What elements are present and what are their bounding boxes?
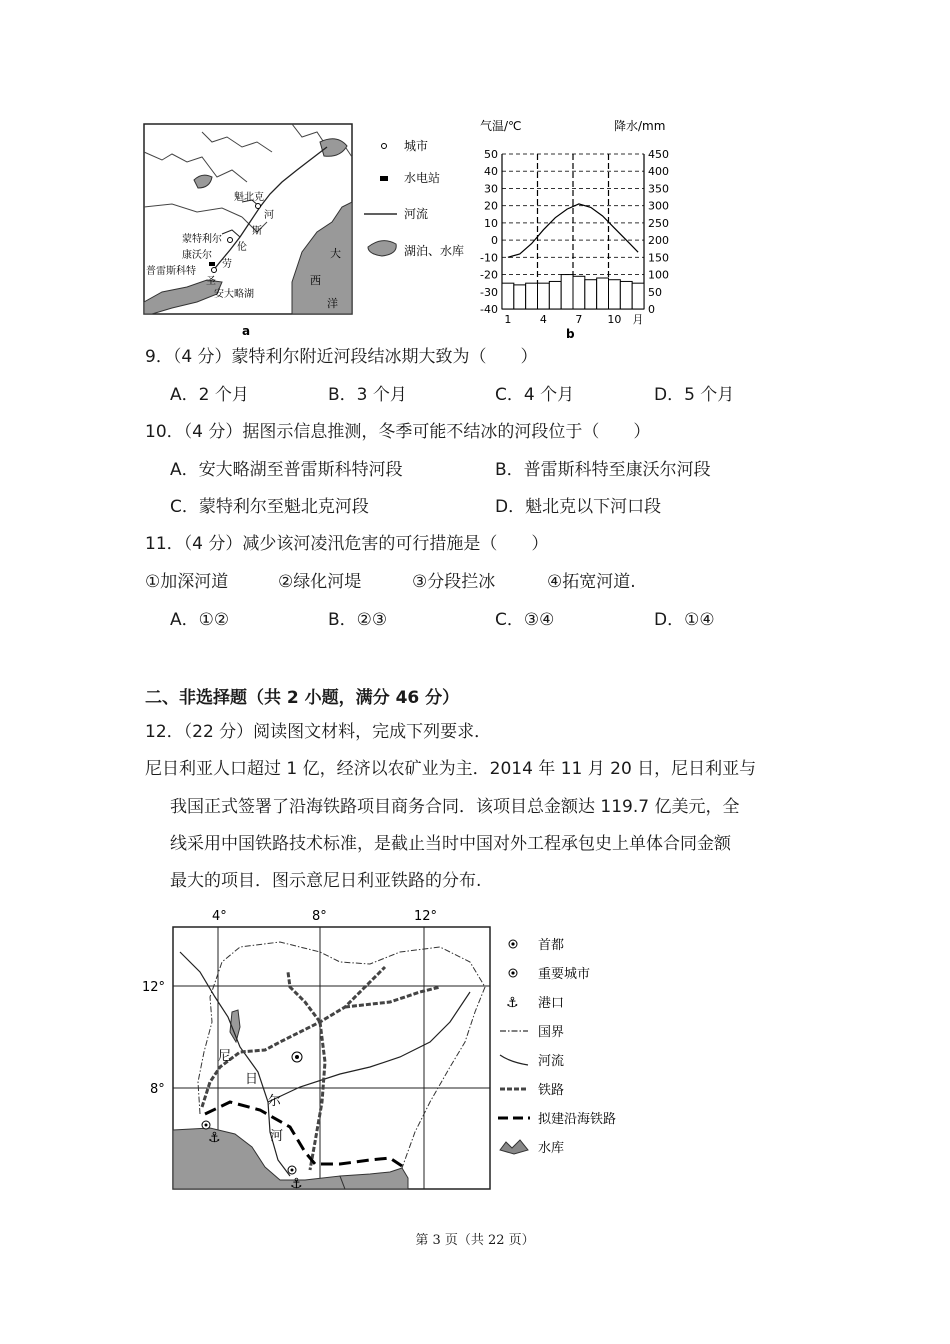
st-lawrence-map bbox=[142, 122, 477, 342]
right-tick-label: 450 bbox=[648, 148, 669, 161]
chart-left-title: 气温/℃ bbox=[480, 119, 522, 133]
legend-city: 重要城市 bbox=[538, 967, 591, 982]
lon-label: 12° bbox=[414, 909, 438, 924]
legend-proposed-railway: 拟建沿海铁路 bbox=[538, 1112, 617, 1127]
q10-option-b[interactable]: B．普雷斯科特至康沃尔河段 bbox=[495, 460, 711, 480]
section-2-title: 二、非选择题（共 2 小题，满分 46 分） bbox=[145, 688, 460, 708]
right-tick-label: 400 bbox=[648, 165, 669, 179]
precip-bar bbox=[549, 281, 561, 309]
label-quebec: 魁北克 bbox=[234, 192, 264, 203]
q11-measure-3: ③分段拦冰 bbox=[412, 572, 496, 592]
x-tick-label: 月 bbox=[632, 313, 644, 326]
legend-hydro: 水电站 bbox=[404, 171, 441, 185]
legend-reservoir-icon bbox=[500, 1140, 528, 1154]
q11-measure-2: ②绿化河堤 bbox=[278, 572, 362, 592]
city-dot bbox=[205, 1124, 208, 1127]
lon-label: 8° bbox=[312, 909, 327, 924]
right-tick-label: 300 bbox=[648, 199, 669, 213]
legend-railway: 铁路 bbox=[538, 1083, 565, 1098]
label-montreal: 蒙特利尔 bbox=[182, 234, 222, 245]
legend-city: 城市 bbox=[404, 139, 429, 153]
legend-border: 国界 bbox=[538, 1025, 565, 1040]
city-cornwall bbox=[212, 268, 217, 273]
q12-paragraph-line: 最大的项目．图示意尼日利亚铁路的分布. bbox=[170, 871, 482, 891]
caption-b: b bbox=[566, 327, 575, 341]
left-tick-label: 20 bbox=[484, 199, 498, 213]
q10-option-a[interactable]: A．安大略湖至普雷斯科特河段 bbox=[170, 460, 403, 480]
legend-port-icon: ⚓ bbox=[506, 995, 519, 1011]
q12-paragraph-line: 我国正式签署了沿海铁路项目商务合同．该项目总金额达 119.7 亿美元，全 bbox=[170, 797, 740, 817]
left-tick-label: 40 bbox=[484, 165, 498, 179]
right-tick-label: 250 bbox=[648, 216, 669, 230]
page-footer: 第 3 页（共 22 页） bbox=[415, 1233, 535, 1248]
right-tick-label: 100 bbox=[648, 268, 669, 282]
q9-option-d[interactable]: D．5 个月 bbox=[654, 385, 735, 405]
label-river-char: 河 bbox=[270, 1129, 284, 1144]
q10-option-d[interactable]: D．魁北克以下河口段 bbox=[495, 497, 662, 517]
label-lake-ontario: 安大略湖 bbox=[214, 289, 254, 300]
precip-bar bbox=[609, 280, 621, 309]
label-river-char: 尼 bbox=[218, 1049, 232, 1064]
q10-stem: 10．（4 分）据图示信息推测，冬季可能不结冰的河段位于（ ） bbox=[145, 422, 651, 442]
precip-bar bbox=[526, 283, 538, 309]
x-tick-label: 1 bbox=[504, 313, 512, 326]
legend-lake: 湖泊、水库 bbox=[404, 244, 465, 258]
q11-stem: 11．（4 分）减少该河凌汛危害的可行措施是（ ） bbox=[145, 534, 549, 554]
q11-measure-4: ④拓宽河道. bbox=[547, 572, 636, 592]
label-cornwall: 康沃尔 bbox=[182, 250, 212, 261]
legend-river: 河流 bbox=[404, 207, 429, 221]
right-tick-label: 150 bbox=[648, 251, 669, 265]
caption-a: a bbox=[242, 324, 251, 338]
precip-bar bbox=[573, 276, 585, 309]
x-tick-label: 7 bbox=[575, 313, 583, 326]
label-river-char: 斯 bbox=[252, 226, 262, 237]
left-tick-label: 0 bbox=[491, 234, 498, 248]
legend-reservoir: 水库 bbox=[538, 1141, 565, 1156]
hydro-station-icon bbox=[209, 262, 215, 266]
left-tick-label: -20 bbox=[480, 268, 498, 282]
legend-river: 河流 bbox=[538, 1054, 565, 1069]
city-montreal bbox=[228, 238, 233, 243]
left-tick-label: -10 bbox=[480, 251, 498, 265]
left-tick-label: -30 bbox=[480, 285, 498, 299]
port-icon: ⚓ bbox=[208, 1130, 221, 1146]
label-ocean-char: 洋 bbox=[327, 297, 338, 310]
lon-label: 4° bbox=[212, 909, 227, 924]
city-dot bbox=[291, 1169, 294, 1172]
city-quebec bbox=[256, 204, 261, 209]
label-river-char: 尔 bbox=[268, 1094, 282, 1109]
capital-dot bbox=[295, 1055, 299, 1059]
legend-hydro-icon bbox=[380, 176, 388, 181]
q12-stem: 12．（22 分）阅读图文材料，完成下列要求． bbox=[145, 722, 492, 742]
left-tick-label: -40 bbox=[480, 303, 498, 316]
label-river-char: 伦 bbox=[237, 242, 247, 253]
precip-bar bbox=[561, 275, 573, 309]
q11-measure-1: ①加深河道 bbox=[145, 572, 229, 592]
label-river-char: 日 bbox=[245, 1072, 259, 1087]
label-river-char: 劳 bbox=[222, 259, 232, 270]
q9-stem: 9．（4 分）蒙特利尔附近河段结冰期大致为（ ） bbox=[145, 347, 538, 367]
label-ocean-char: 大 bbox=[330, 247, 341, 260]
legend-river-icon bbox=[500, 1055, 528, 1065]
right-tick-label: 350 bbox=[648, 182, 669, 196]
legend-port: 港口 bbox=[538, 996, 565, 1011]
right-tick-label: 200 bbox=[648, 234, 669, 248]
nigeria-map bbox=[140, 902, 650, 1198]
precip-bar bbox=[514, 285, 526, 309]
q12-paragraph-line: 尼日利亚人口超过 1 亿，经济以农矿业为主．2014 年 11 月 20 日，尼日利亚与 bbox=[145, 759, 757, 779]
chart-right-title: 降水/mm bbox=[614, 119, 666, 133]
label-prescott: 普雷斯科特 bbox=[146, 266, 196, 277]
climate-chart bbox=[474, 116, 684, 342]
label-river-char: 河 bbox=[264, 210, 274, 221]
q11-option-d[interactable]: D．①④ bbox=[654, 610, 715, 630]
label-river-char: 圣 bbox=[206, 276, 216, 287]
q12-paragraph-line: 线采用中国铁路技术标准，是截止当时中国对外工程承包史上单体合同金额 bbox=[170, 834, 731, 854]
x-tick-label: 10 bbox=[607, 313, 622, 326]
precip-bar bbox=[502, 283, 514, 309]
precip-bar bbox=[632, 283, 644, 309]
q11-option-a[interactable]: A．①② bbox=[170, 610, 230, 630]
left-tick-label: 10 bbox=[484, 216, 498, 230]
x-tick-label: 4 bbox=[539, 313, 547, 326]
precip-bar bbox=[620, 281, 632, 309]
precip-bar bbox=[597, 278, 609, 309]
q10-option-c[interactable]: C．蒙特利尔至魁北克河段 bbox=[170, 497, 369, 517]
port-icon: ⚓ bbox=[290, 1176, 303, 1192]
right-tick-label: 50 bbox=[648, 285, 662, 299]
lat-label: 8° bbox=[150, 1082, 165, 1097]
q11-option-c[interactable]: C．③④ bbox=[495, 610, 555, 630]
legend-capital: 首都 bbox=[538, 938, 565, 953]
legend-city-icon bbox=[382, 144, 387, 149]
legend-lake-icon bbox=[368, 241, 396, 256]
lat-label: 12° bbox=[142, 980, 166, 995]
q9-option-a[interactable]: A．2 个月 bbox=[170, 385, 249, 405]
precip-bar bbox=[585, 280, 597, 309]
left-tick-label: 30 bbox=[484, 182, 498, 196]
q9-option-b[interactable]: B．3 个月 bbox=[328, 385, 407, 405]
precip-bar bbox=[538, 283, 550, 309]
q9-option-c[interactable]: C．4 个月 bbox=[495, 385, 575, 405]
label-ocean-char: 西 bbox=[310, 274, 321, 287]
left-tick-label: 50 bbox=[484, 148, 498, 161]
q11-option-b[interactable]: B．②③ bbox=[328, 610, 388, 630]
right-tick-label: 0 bbox=[648, 303, 655, 316]
